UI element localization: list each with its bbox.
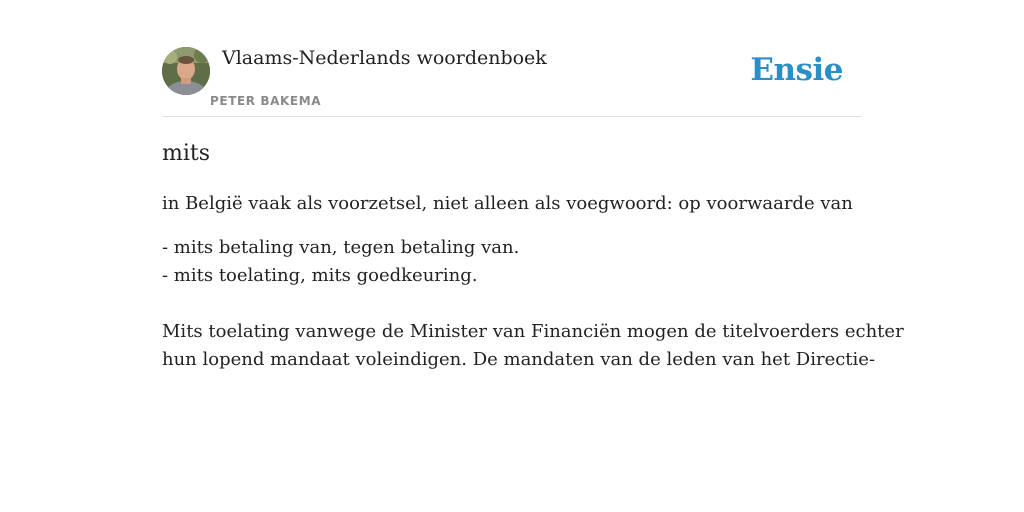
- entry-term: mits: [162, 141, 211, 166]
- dictionary-title[interactable]: Vlaams-Nederlands woordenboek: [222, 47, 547, 69]
- dictionary-header: [162, 46, 862, 117]
- author-avatar[interactable]: [162, 47, 210, 95]
- example-line: - mits betaling van, tegen betaling van.: [162, 237, 520, 258]
- author-name[interactable]: PETER BAKEMA: [210, 94, 322, 108]
- entry-definition: in België vaak als voorzetsel, niet alleen als voegwoord: op voorwaarde van: [162, 193, 853, 214]
- quote-line: Mits toelating vanwege de Minister van Financiën mogen de titelvoerders echter: [162, 321, 904, 342]
- entry-quote: [162, 318, 904, 374]
- example-line: - mits toelating, mits goedkeuring.: [162, 265, 478, 286]
- entry-content: [162, 138, 904, 374]
- avatar-photo-icon: [162, 47, 210, 95]
- ensie-logo[interactable]: Ensie: [750, 52, 843, 88]
- entry-examples: [162, 234, 862, 290]
- quote-line: hun lopend mandaat voleindigen. De mandaten van de leden van het Directie-: [162, 349, 876, 370]
